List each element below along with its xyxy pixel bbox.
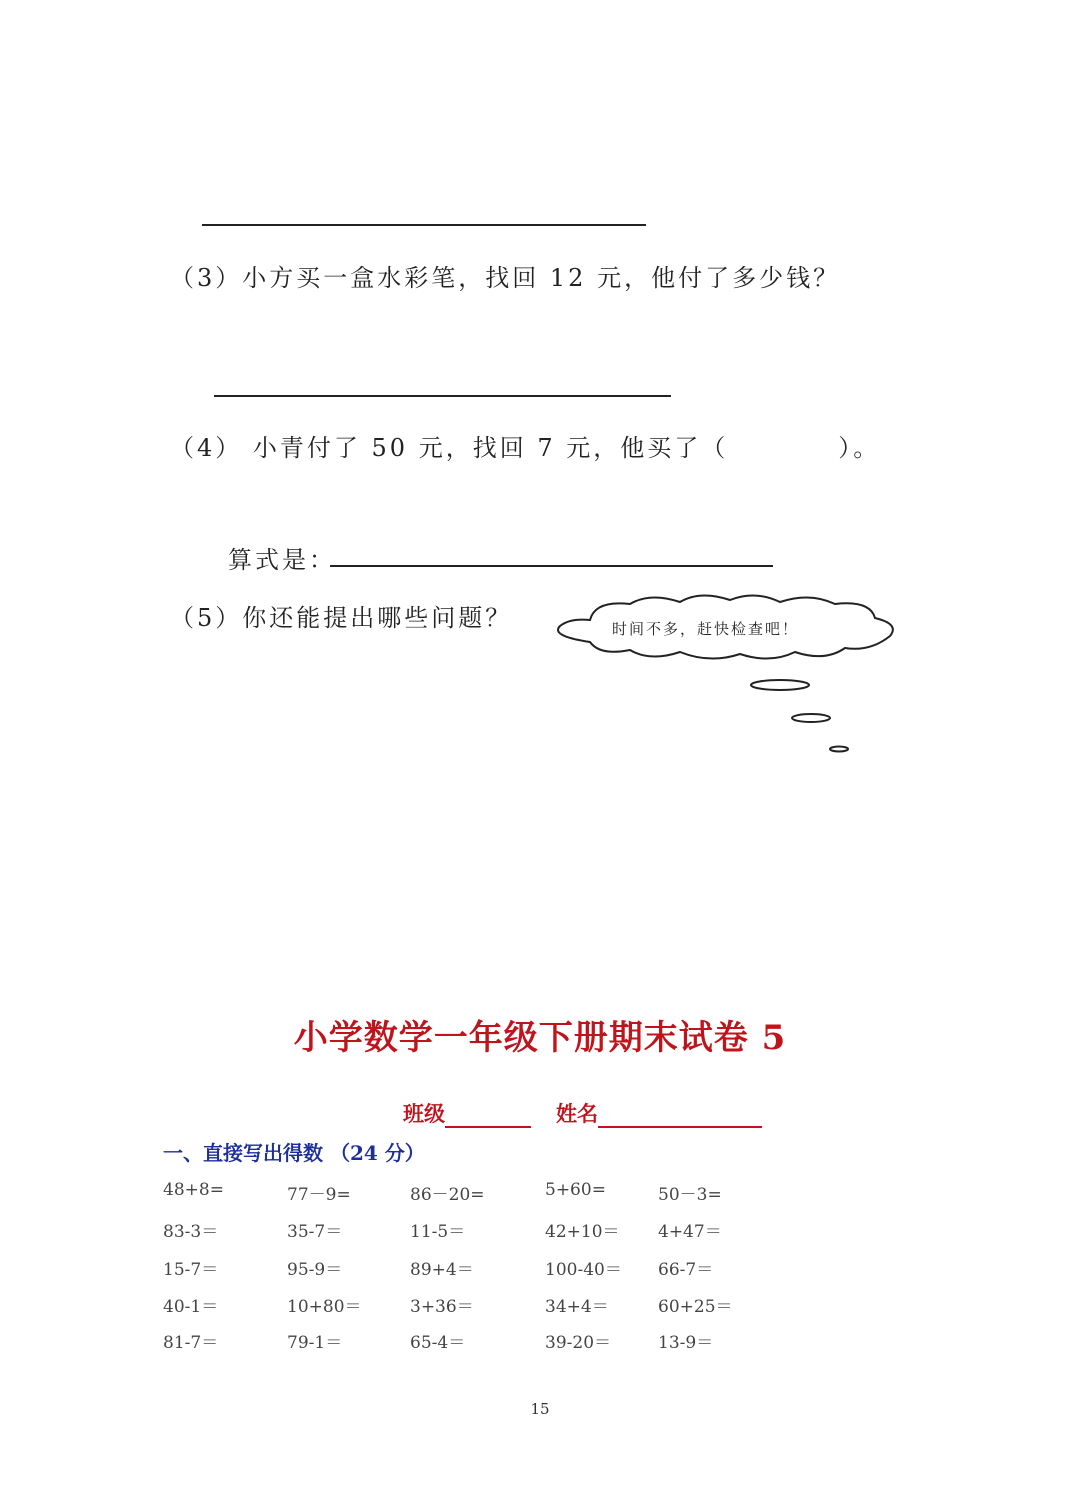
- section-1-heading: 一、直接写出得数 （24 分）: [163, 1141, 425, 1165]
- question-5: （5）你还能提出哪些问题？: [170, 604, 513, 632]
- formula-answer-line: [330, 565, 773, 567]
- problem: 4+47＝: [658, 1222, 722, 1242]
- question-4-close: ）。: [838, 434, 881, 462]
- exam-title: 小学数学一年级下册期末试卷 5: [293, 1018, 787, 1058]
- problem: 48+8=: [163, 1180, 224, 1200]
- class-label: 班级: [403, 1101, 445, 1126]
- problem: 66-7＝: [658, 1260, 714, 1280]
- problem: 79-1＝: [287, 1333, 343, 1353]
- problem: 13-9＝: [658, 1333, 714, 1353]
- problem: 40-1＝: [163, 1297, 219, 1317]
- problem: 89+4＝: [410, 1260, 474, 1280]
- problem: 65-4＝: [410, 1333, 466, 1353]
- class-field: [403, 1098, 531, 1128]
- answer-line: [202, 224, 646, 226]
- problem: 42+10＝: [545, 1222, 620, 1242]
- problem: 83-3＝: [163, 1222, 219, 1242]
- page-number: 15: [530, 1400, 550, 1418]
- question-3: （3）小方买一盒水彩笔，找回 12 元，他付了多少钱？: [170, 264, 841, 292]
- problem: 35-7＝: [287, 1222, 343, 1242]
- question-4-text: （4） 小青付了 50 元，找回 7 元，他买了（: [170, 434, 729, 462]
- problem: 11-5＝: [410, 1222, 466, 1242]
- problem: 81-7＝: [163, 1333, 219, 1353]
- answer-line: [214, 395, 671, 397]
- problem: 100-40＝: [545, 1260, 622, 1280]
- formula-label: 算式是：: [228, 546, 336, 574]
- problem: 60+25＝: [658, 1297, 733, 1317]
- name-label: 姓名: [556, 1101, 598, 1126]
- thought-cloud: [550, 590, 910, 765]
- question-4: [170, 428, 880, 463]
- problem: 95-9＝: [287, 1260, 343, 1280]
- name-field: [556, 1098, 762, 1128]
- problem: 86－20=: [410, 1185, 485, 1205]
- problem: 34+4＝: [545, 1297, 609, 1317]
- problem: 3+36＝: [410, 1297, 474, 1317]
- problem: 50－3=: [658, 1185, 722, 1205]
- problem: 77－9=: [287, 1185, 351, 1205]
- problem: 39-20＝: [545, 1333, 612, 1353]
- cloud-text: 时间不多，赶快检查吧！: [612, 620, 800, 638]
- problem: 10+80＝: [287, 1297, 362, 1317]
- problem: 5+60=: [545, 1180, 606, 1200]
- problem: 15-7＝: [163, 1260, 219, 1280]
